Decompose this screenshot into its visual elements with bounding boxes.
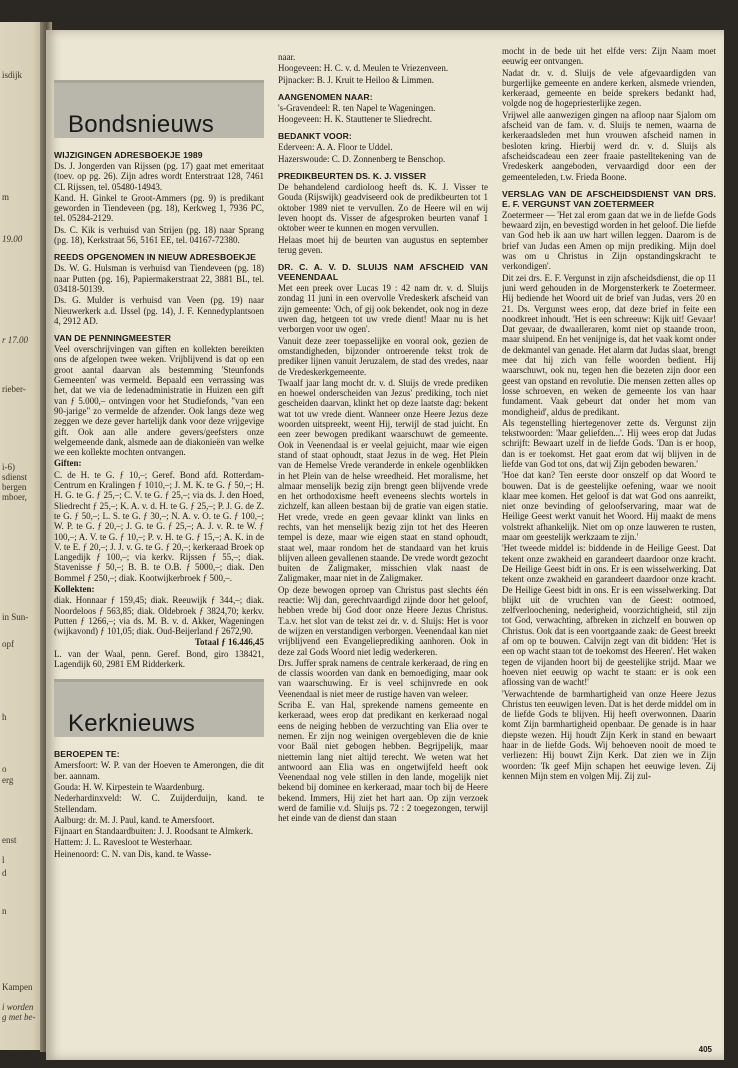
paragraph: Vanuit deze zeer toepasselijke en vooral ook, gezien de omstandigheden, bijzonder ontroerende tekst trok de prediker lijnen vanuit Jeruzalem, de stad des vredes, naar de Vredeskerkgemeente. bbox=[278, 335, 488, 377]
prev-fragment: rieber- bbox=[2, 384, 26, 394]
column-3 bbox=[502, 46, 716, 1042]
paragraph: Op deze bewogen oproep van Christus past slechts één reactie: Wij dan, gerechtvaardigd zijnde door het geloof, hebben vrede bij God door onze Heere Jezus Christus. T.a.v. het slot van de tekst zei dr. v. d. Sluijs: Het is voor de wijzen en verstandigen verborgen. Veenendaal kan niet vrijblijvend een Evangelieprediking aanhoren. Ook in deze zal Gods Woord niet ledig wederkeren. bbox=[278, 584, 488, 657]
kerknieuws-banner bbox=[54, 679, 264, 737]
prev-fragment: enst bbox=[2, 835, 17, 845]
paragraph: Nadat dr. v. d. Sluijs de vele afgevaardigden van burgerlijke gemeente en andere kerken, alsmede vrienden, kerkeraad, gemeente en beide sprekers bedankt had, volgde nog de hogepriesterlijke zegen. bbox=[502, 67, 716, 109]
paragraph: 'Het tweede middel is: biddende in de Heilige Geest. Dat tekent onze zwakheid en garandeert daardoor onze kracht. De Heilige Geest bidt in ons. Er is een wisselwerking. Dat tekent onze zwakheid en garandeert daardoor onze kracht. De Heilige Geest bidt in ons. Er is een wisselwerking. Dat blijkt uit de vruchten van de Geest: ootmoed, zelfverloochening, nederigheid, voorzichtigheid, stil zijn tot God, verwachting, afbreken in zichzelf en bouwen op Christus. Ook dat is een voortgaande zaak: de Geest breekt af om op te bouwen. Calvijn zegt van dit bidden: 'Het is een op wacht staan tot de toekomst des Heeren'. Het waken tegen de vijanden hoort bij de geestelijke strijd. Maar we hoeven niet eeuwig op wacht te staan: er is ook een aflossing van de wacht!' bbox=[502, 543, 716, 688]
section-heading: PREDIKBEURTEN DS. K. J. VISSER bbox=[278, 171, 427, 182]
prev-fragment: m bbox=[2, 192, 10, 202]
prev-fragment: n bbox=[2, 906, 7, 916]
paragraph: Fijnaart en Standaardbuiten: J. J. Roodsant te Almkerk. bbox=[54, 826, 253, 837]
kollekten-label: Kollekten: bbox=[54, 583, 95, 594]
section-heading: VERSLAG VAN DE AFSCHEIDSDIENST VAN DRS. E. F. VERGUNST VAN ZOETERMEER bbox=[502, 188, 716, 209]
totaal: Totaal ƒ 16.446,45 bbox=[194, 637, 264, 648]
paragraph: Ds. W. G. Hulsman is verhuisd van Tiendeveen (pg. 18) naar Putten (pg. 16), Papiermakerstraat 22, 3881 BL, tel. 03418-50139. bbox=[54, 263, 264, 294]
section-heading: DR. C. A. V. D. SLUIJS NAM AFSCHEID VAN VEENENDAAL bbox=[278, 262, 488, 283]
prev-fragment: bergen bbox=[2, 482, 27, 492]
section-heading: VAN DE PENNINGMEESTER bbox=[54, 333, 172, 344]
paragraph: Dit zei drs. E. F. Vergunst in zijn afscheidsdienst, die op 11 juni werd gehouden in de Morgensterkerk te Zoetermeer. Hij bediende het Woord uit de brief van Judas, vers 20 en 21. Ds. Vergunst wees erop, dat deze brief in feite een noodkreet inhoudt. 'Het is een schreeuw: Kijk uit! Gevaar! Dat gevaar, de dwaalleraren, komt niet op staande troon, maar sluipend. En het venijnige is, dat het vaak komt onder de dekmantel van genade. Het alarm dat Judas slaat, brengt mee dat hij zich van felle woorden bedient. Hij waarschuwt, ook nu, tegen hen die bezeten zijn door een geest van opstand en revolutie. Die mensen zetten alles op losse schroeven, en weken de gemeente los van haar fundament. Vaak gebeurt dat onder het mom van mondigheid', aldus de predikant. bbox=[502, 272, 716, 417]
section-heading: BEDANKT VOOR: bbox=[278, 131, 352, 142]
kerknieuws-title: Kerknieuws bbox=[68, 710, 196, 738]
prev-fragment: o bbox=[2, 764, 7, 774]
paragraph: Kand. H. Ginkel te Groot-Ammers (pg. 9) is predikant geworden in Tiendeveen (pg. 18), Kerkweg 1, 7936 PC, tel. 05284-2129. bbox=[54, 192, 264, 224]
giften-label: Giften: bbox=[54, 458, 82, 469]
prev-fragment: mboer, bbox=[2, 492, 27, 502]
paragraph: naar. bbox=[278, 52, 296, 62]
prev-fragment: i-6) bbox=[2, 462, 15, 472]
paragraph: Hattem: J. L. Ravesloot te Westerhaar. bbox=[54, 837, 193, 848]
paragraph: Helaas moet hij de beurten van augustus en september terug geven. bbox=[278, 234, 488, 255]
prev-fragment: 19.00 bbox=[2, 234, 23, 244]
paragraph: Vrijwel alle aanwezigen gingen na afloop naar Sjalom om afscheid van de fam. v. d. Sluijs te nemen, waarna de kerkeraadsleden met hun vrouwen afscheid namen in besloten kring. Hierbij werd dr. v. d. Sluijs als afscheidscadeau een zeer fraaie pastelltekening van de Vredeskerk aangeboden, vervaardigd door een der gemeenteleden, t.w. Frieda Boone. bbox=[502, 109, 716, 182]
bondsnieuws-banner bbox=[54, 80, 264, 138]
prev-fragment: in Sun- bbox=[2, 612, 29, 622]
paragraph: Ederveen: A. A. Floor te Uddel. bbox=[278, 142, 393, 153]
paragraph: Scriba E. van Hal, sprekende namens gemeente en kerkeraad, wees erop dat predikant en kerkeraad nogal eens de neiging hebben de verzuchting van Elia over te nemen. Er zijn nog weinigen overgebleven die de knie voor Baäl niet gebogen hebben. Begrijpelijk, maar niettemin lang niet altijd terecht. We weten wat het antwoord aan Elia was en ongetwijfeld heeft ook Veenendaal nog vele stillen in den lande, mogelijk niet bekend bij dominee en kerkeraad, maar toch bij de Heere bekend. Immers, Hij ziet het hart aan. Op zijn verzoek werd de familie v.d. Sluijs ps. 72 : 2 toegezongen, terwijl het einde van de dienst dan staan bbox=[278, 700, 488, 824]
kollekten-list: diak. Honnaar ƒ 159,45; diak. Reeuwijk ƒ 344,–; diak. Noordeloos ƒ 563,85; diak. Oldebroek ƒ 3824,70; kerkv. Putten ƒ 1266,–; via ds. M. B. v. d. Akker, Wageningen (wijkavond) ƒ 101,05; diak. Oud-Beijerland ƒ 2672,90. bbox=[54, 595, 264, 637]
prev-fragment: d bbox=[2, 868, 7, 878]
paragraph: 'Hoe dat kan? Ten eerste door onszelf op dat Woord te bouwen. Dat is de geestelijke oefening, waar we nooit klaar mee komen. Het geloof is dat wat God ons aanreikt, niet onze bevinding of geloofservaring, maar wat de Heilige Geest werkt vanuit het Woord. Hij maakt de mens volstrekt afhankelijk. Niet om op onze lauweren te rusten, maar om geestelijk werkzaam te zijn.' bbox=[502, 470, 716, 543]
prev-fragment: l bbox=[2, 855, 5, 865]
prev-fragment: i worden bbox=[2, 1002, 34, 1012]
paragraph: Twaalf jaar lang mocht dr. v. d. Sluijs de vrede prediken en hoewel onderscheiden van Jezus' prediking, toch niet gescheiden daarvan, klinkt het op deze laatste dag: bekent wat tot uw vrede dient. Wanneer onze Heere Jezus deze woorden uitspreekt, weent Hij, terwijl de stad juicht. En een zeer bewogen predikant waarschuwt de gemeente. Ook in Veenendaal is er veelal gejuicht, maar wie eigen stand of staat ophoudt, staat Jezus in de weg. Het Plein van de Hemelse Vrede veranderde in enkele ogenblikken in het Plein van de helse wreedheid. Het moralisme, het almaar menselijk bezig zijn brengt geen blijvende vrede en het orthodoxisme heeft eveneens slechts wortels in zichzelf, kan alleen bestaan bij de gratie van eigen statie. Het vrede, vrede en geen gevaar klinkt van links en rechts, van het menselijk bezig zijn tot het des Heeren tempel is deze, maar wie eigen staat en stand ophoudt, staat wel, maar rondom het de standaard van het kruis blijven alleen gevallenen staande. De vrede wordt gezocht buiten de Zaligmaker, misschien vlak naast de Zaligmaker, maar niet in de Zaligmaker. bbox=[278, 377, 488, 584]
paragraph: Drs. Juffer sprak namens de centrale kerkeraad, de ring en de classis woorden van dank en bemoediging, maar ook van waarschuwing. Er is veel schijnvrede en ook Veenendaal is niet meer de rustige haven van weleer. bbox=[278, 657, 488, 699]
giften-list: C. de H. te G. ƒ 10,–; Geref. Bond afd. Rotterdam-Centrum en Kralingen ƒ 1010,–; J. M. K. te G. ƒ 50,–; H. H. G. te G. ƒ 25,–; C. V. te G. ƒ 25,–; via ds. J. den Hoed, Sliedrecht ƒ 25,–; K. A. v. d. H. te G. ƒ 25,–; P. J. G. de Z. te G. ƒ 50,–; L. S. te G. ƒ 30,–; N. A. v. O. te G. ƒ 100,–; W. P. te G. ƒ 20,–; J. G. te G. ƒ 25,–; A. J. v. R. te W. ƒ 100,–; A. V. te G. ƒ 10,–; P. v. H. te G. ƒ 15,–; A. K. in de V. te E. ƒ 20,–; J. J. v. G. te G. ƒ 20,–; kerkeraad Broek op Langedijk ƒ 100,–; via kerkv. Rijssen ƒ 55,–; diak. Stavenisse ƒ 50,–; B. B. te O.B. ƒ 5000,–; diak. Den Bommel ƒ 250,–; diak. Kootwijkerbroek ƒ 500,–. bbox=[54, 469, 264, 583]
section-heading: WIJZIGINGEN ADRESBOEKJE 1989 bbox=[54, 150, 203, 160]
magazine-page bbox=[46, 30, 724, 1060]
paragraph: Hoogeveen: H. K. Stauttener te Sliedrecht. bbox=[278, 114, 432, 125]
paragraph: Heinenoord: C. N. van Dis, kand. te Wasse- bbox=[54, 848, 212, 859]
page-number: 405 bbox=[698, 1045, 712, 1054]
section-heading: BEROEPEN TE: bbox=[54, 749, 120, 760]
paragraph: Pijnacker: B. J. Kruit te Heiloo & Limmen. bbox=[278, 74, 434, 85]
paragraph: Aalburg: dr. M. J. Paul, kand. te Amersfoort. bbox=[54, 814, 215, 825]
section-heading: AANGENOMEN NAAR: bbox=[278, 91, 373, 102]
paragraph: Zoetermeer — 'Het zal erom gaan dat we in de liefde Gods bewaard zijn, en bevestigd worden in het geloof. Die liefde van God heb ik aan uw hart willen leggen. Daarom is de brief van Judas een Amen op mijn prediking. Mijn doel was om u Christus in Zijn opstandingskracht te verkondigen'. bbox=[502, 209, 716, 272]
column-1 bbox=[54, 80, 264, 1042]
prev-fragment: h bbox=[2, 712, 7, 722]
prev-fragment: erg bbox=[2, 775, 14, 785]
section-heading: REEDS OPGENOMEN IN NIEUW ADRESBOEKJE bbox=[54, 252, 256, 263]
paragraph: De behandelend cardioloog heeft ds. K. J. Visser te Gouda (Rijswijk) geadviseerd ook de predikbeurten tot 1 oktober 1989 niet te vervullen. Zo de Heere wil en wij leven hoopt ds. Visser de afgesproken beurten vanaf 1 oktober weer te kunnen en mogen vervullen. bbox=[278, 182, 488, 234]
prev-fragment: r 17.00 bbox=[2, 335, 29, 345]
paragraph: Ds. G. Mulder is verhuisd van Veen (pg. 19) naar Nieuwerkerk a.d. IJssel (pg. 14), J. F. Kennedyplantsoen 4, 2912 AD. bbox=[54, 295, 264, 326]
paragraph: 'Verwachtende de barmhartigheid van onze Heere Jezus Christus ten eeuwigen leven. Dat is het derde middel om in de liefde Gods te blijven. Hij heeft overwonnen. Daarin komt Zijn barmhartigheid openbaar. De genade is in haar diepste wezen. Hij houdt Zijn Kerk in stand en bewaart haar in de liefde Gods. Wij behoeven nooit de moed te verliezen: Hij bouwt Zijn Kerk. Dat zien we in Zijn woorden: 'Ik geef Mijn schapen het eeuwige leven. Zij kennen Mijn stem en volgen Mij. Zij zul- bbox=[502, 688, 716, 781]
paragraph: Gouda: H. W. Kirpestein te Waardenburg. bbox=[54, 781, 205, 792]
paragraph: 's-Gravendeel: R. ten Napel te Wageningen. bbox=[278, 102, 436, 113]
paragraph: Met een preek over Lucas 19 : 42 nam dr. v. d. Sluijs zondag 11 juni in een overvolle Vredeskerk afscheid van zijn gemeente: 'Och, of gij ook bekendet, ook nog in deze uwen dag, hetgeen tot uw vrede dient! Maar nu is het verborgen voor uw ogen'. bbox=[278, 283, 488, 335]
prev-fragment: g met be- bbox=[2, 1012, 36, 1022]
column-2 bbox=[278, 52, 488, 1042]
paragraph: Hoogeveen: H. C. v. d. Meulen te Vriezenveen. bbox=[278, 63, 449, 74]
prev-fragment: Kampen bbox=[2, 982, 33, 992]
prev-fragment: isdijk bbox=[2, 70, 23, 80]
paragraph: Amersfoort: W. P. van der Hoeven te Amerongen, die dit ber. aannam. bbox=[54, 760, 264, 781]
paragraph: Ds. J. Jongerden van Rijssen (pg. 17) gaat met emeritaat (toev. op pg. 26). Zijn adres wordt Enterstraat 128, 7461 CL Rijssen, tel. 05480-14943. bbox=[54, 161, 264, 192]
paragraph: Ds. C. Kik is verhuisd van Strijen (pg. 18) naar Sprang (pg. 18), Kerkstraat 56, 5161 EE, tel. 04167-72380. bbox=[54, 224, 264, 246]
prev-fragment: opf bbox=[2, 639, 14, 649]
signature: L. van der Waal, penn. Geref. Bond, giro 138421, Lagendijk 60, 2981 EM Ridderkerk. bbox=[54, 648, 264, 670]
paragraph: Nederhardinxveld: W. C. Zuijderduijn, kand. te Stellendam. bbox=[54, 793, 264, 814]
paragraph: Hazerswoude: C. D. Zonnenberg te Benschop. bbox=[278, 153, 446, 164]
prev-fragment: sdienst bbox=[2, 472, 28, 482]
paragraph: mocht in de bede uit het elfde vers: Zijn Naam moet eeuwig eer ontvangen. bbox=[502, 46, 716, 67]
bondsnieuws-title: Bondsnieuws bbox=[68, 110, 215, 138]
paragraph: Als tegenstelling hiertegenover zette ds. Vergunst zijn tekstwoorden: 'Maar geliefden...'. Hij wees erop dat Judas schrijft: Bewaart uzelf in de liefde Gods. 'Dan is er hoop, dan is er toekomst. Het gaat erom dat wij blijven in de liefde van God tot ons, dat wij Zijn geboden bewaren.' bbox=[502, 417, 716, 469]
paragraph: Veel overschrijvingen van giften en kollekten bereikten ons de afgelopen twee weken. Vrijblijvend is dat op een groot aantal daarvan als bestemming 'Steunfonds Gemeenten' was vermeld. Bepaald een verrassing was het, dat we via de ledenadministratie in Huizen een gift van ƒ 5.000,– ontvingen voor het Studiefonds, "van een 90-jarige" zo vermelde de afzender. Ook langs deze weg zeggen we deze gever hartelijk dank voor deze vrijgevige gift. Ook aan alle andere gevers/geefsters onze welgemeende dank, alsmede aan de diakonieën van welke we een kollekte mochten ontvangen. bbox=[54, 344, 264, 458]
